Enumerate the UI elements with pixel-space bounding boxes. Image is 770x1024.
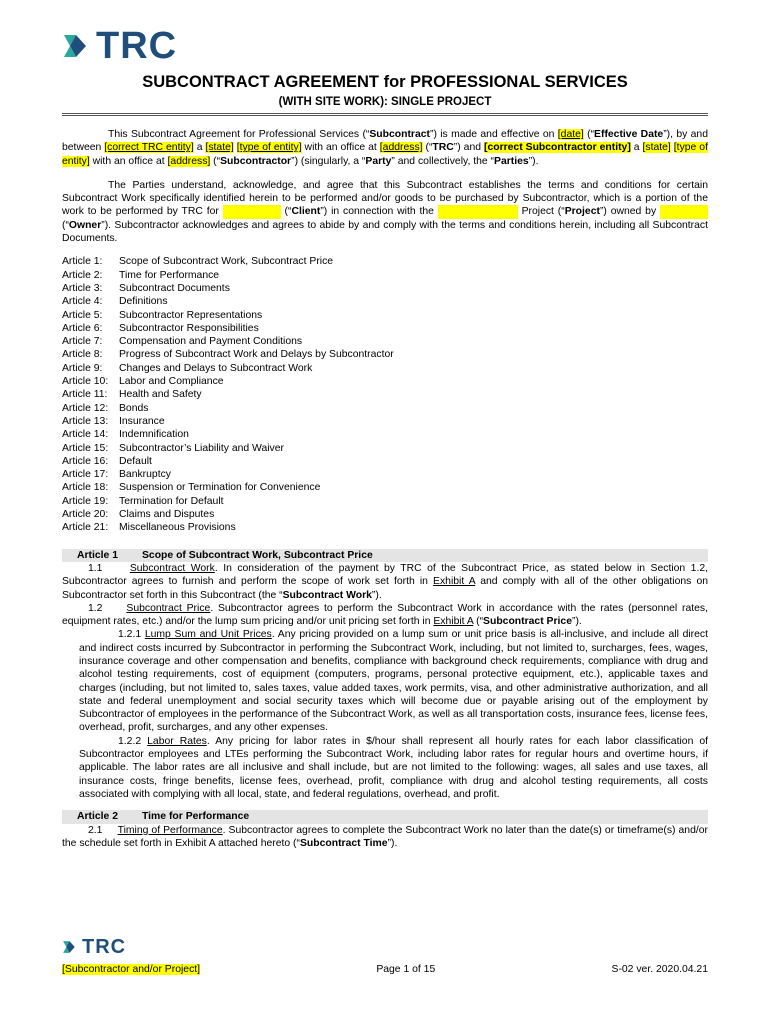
article-list <box>62 255 708 534</box>
page-footer <box>62 964 708 975</box>
section-2-1: 2.1 Timing of Performance. Subcontractor agrees to complete the Subcontract Work no later than the date(s) or timeframe(s) and/or the schedule set forth in Exhibit A attached hereto (“Subcontract Time”). <box>62 824 708 849</box>
article-list-item: Article 3: Subcontract Documents <box>62 282 230 294</box>
intro-paragraph: This Subcontract Agreement for Professional Services (“Subcontract”) is made and effective on [date] (“Effective Date”), by and between [correct TRC entity] a [state] [type of entity] with an office at [address] (“TRC”) and [correct Subcontractor entity] a [state] [type of entity] with an office at [address] (“Subcontractor”) (singularly, a “Party” and collectively, the “Parties”). <box>62 129 708 167</box>
state-field: [state] <box>205 142 234 154</box>
project-blank <box>438 205 518 218</box>
address-field: [address] <box>379 142 423 154</box>
footer-project-field: [Subcontractor and/or Project] <box>62 964 201 975</box>
article-list-item: Article 4: Definitions <box>62 296 168 308</box>
section-1-2: 1.2 Subcontract Price. Subcontractor agrees to perform the Subcontract Work in accordance with the rates (personnel rates, equipment rates, etc.) and/or the lump sum pricing and/or unit pricing set forth in Exhibit A (“Subcontract Price”). <box>62 602 708 628</box>
entity-type-field-2: [type of entity] <box>62 142 708 167</box>
document-title: SUBCONTRACT AGREEMENT for PROFESSIONAL SERVICES <box>142 73 628 91</box>
article-list-item: Article 8: Progress of Subcontract Work and Delays by Subcontractor <box>62 349 394 361</box>
article-list-item: Article 6: Subcontractor Responsibilities <box>62 322 259 334</box>
article-list-item: Article 15: Subcontractor’s Liability and Waiver <box>62 442 284 454</box>
article-list-item: Article 18: Suspension or Termination for Convenience <box>62 482 321 494</box>
article-list-item: Article 21: Miscellaneous Provisions <box>62 522 236 534</box>
form-version: S-02 ver. 2020.04.21 <box>611 964 708 975</box>
article-list-item: Article 13: Insurance <box>62 415 165 427</box>
article-1-heading: Article 1 Scope of Subcontract Work, Subcontract Price <box>62 549 708 562</box>
state-field-2: [state] <box>642 142 671 154</box>
section-1-1: 1.1 Subcontract Work. In consideration of the payment by TRC of the Subcontract Price, as stated below in Section 1.2, Subcontractor agrees to furnish and perform the scope of work set forth in Exhibit A and comply with all of the other obligations on Subcontractor set forth in this Subcontract (the “Subcontract Work”). <box>62 562 709 601</box>
section-1-2-1: 1.2.1 Lump Sum and Unit Prices. Any pricing provided on a lump sum or unit price basis is all-inclusive, and include all direct and indirect costs incurred by Subcontractor in performing the Subcontract Work, including, but not limited to, surcharges, fees, wages, insurance coverage and other compensation and benefits, compliance with background check requirements, compliance with drug and alcohol testing requirements, cost of equipment (computers, programs, personal protective equipment, etc.), applicable taxes and charges (including, but not limited to, sales taxes, value added taxes, work permits, visa, and other administrative authorization, and all state and federal unemployment and social security taxes which will become due or payable arising out of the employment by Subcontractor of employees in the performance of the Subcontract Work, as well as all transportation costs, insurance fees, license fees, overhead, profit, surcharges, and any other expenses. <box>79 629 708 734</box>
article-list-item: Article 14: Indemnification <box>62 429 189 441</box>
article-list-item: Article 10: Labor and Compliance <box>62 376 224 388</box>
subcontractor-entity-field: [correct Subcontractor entity] <box>483 142 631 154</box>
article-list-item: Article 9: Changes and Delays to Subcontract Work <box>62 362 313 374</box>
parties-paragraph: The Parties understand, acknowledge, and agree that this Subcontract establishes the terms and conditions for certain Subcontract Work specifically identified herein to be performed and/or goods to be purchased by Subcontractor, which is a portion of the work to be performed by TRC for (“Client”) in connection with the Project (“Project”) owned by (“Owner”). Subcontractor acknowledges and agrees to abide by and comply with the terms and conditions herein, including all Subcontract Documents. <box>62 179 708 245</box>
article-list-item: Article 2: Time for Performance <box>62 269 220 281</box>
page-number: Page 1 of 15 <box>376 964 436 975</box>
title-rule <box>62 113 708 116</box>
trc-entity-field: [correct TRC entity] <box>104 142 194 154</box>
section-1-2-2: 1.2.2 Labor Rates. Any pricing for labor rates in $/hour shall represent all hourly rates for each labor classification of Subcontractor employees and LTEs performing the Subcontract Work, including labor rates for regular hours and overtime hours, if applicable. The labor rates are all inclusive and shall include, but are not limited to the following: wages, all sales and use taxes, all insurance costs, fringe benefits, license fees, overhead, profit, compliance with drug and alcohol testing requirements, all costs associated with complying with all local, state, and federal regulations, overhead, and profit. <box>79 735 709 800</box>
document-body <box>62 128 708 850</box>
address-field-2: [address] <box>167 155 211 167</box>
article-list-item: Article 12: Bonds <box>62 402 149 414</box>
owner-blank <box>660 205 708 218</box>
article-2-heading: Article 2 Time for Performance <box>62 810 708 823</box>
logo-text: TRC <box>96 25 178 67</box>
article-list-item: Article 5: Subcontractor Representations <box>62 309 263 321</box>
document-subtitle: (WITH SITE WORK): SINGLE PROJECT <box>278 96 492 108</box>
trc-logo <box>62 27 177 65</box>
article-list-item: Article 16: Default <box>62 455 152 467</box>
article-list-item: Article 17: Bankruptcy <box>62 469 171 481</box>
article-list-item: Article 20: Claims and Disputes <box>62 509 215 521</box>
trc-logo-icon <box>62 938 78 956</box>
date-field: [date] <box>557 129 584 140</box>
trc-logo-icon <box>62 29 92 63</box>
article-list-item: Article 7: Compensation and Payment Conditions <box>62 336 303 348</box>
client-blank <box>223 205 281 218</box>
entity-type-field: [type of entity] <box>236 142 302 154</box>
article-list-item: Article 1: Scope of Subcontract Work, Subcontract Price <box>62 256 334 268</box>
article-list-item: Article 11: Health and Safety <box>62 389 202 401</box>
article-list-item: Article 19: Termination for Default <box>62 495 224 507</box>
footer-logo-text: TRC <box>82 936 127 958</box>
footer-trc-logo <box>62 937 126 957</box>
